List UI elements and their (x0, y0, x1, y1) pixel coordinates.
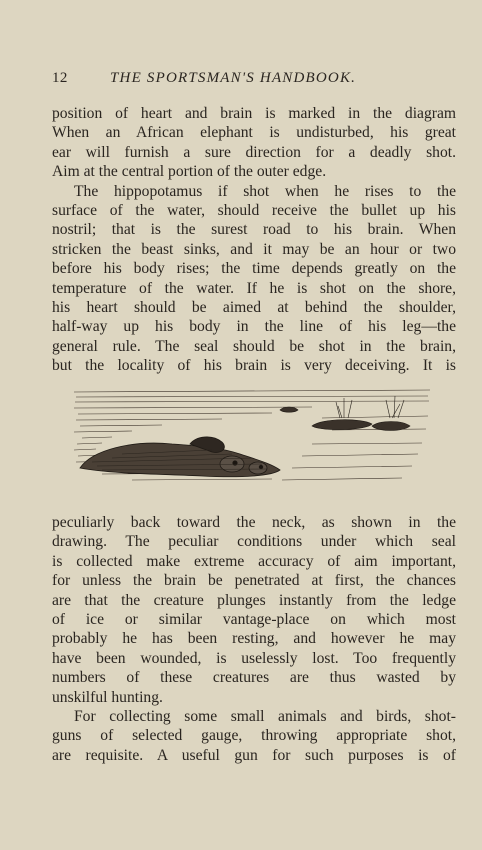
text-line: half-way up his body in the line of his leg—the (52, 318, 456, 336)
text-line: ear will furnish a sure direction for a deadly shot. (52, 143, 456, 161)
water-splashes (336, 396, 404, 418)
text-line: Aim at the central portion of the outer edge. (52, 163, 327, 181)
page-number: 12 (52, 70, 68, 86)
text-line: The hippopotamus if shot when he rises to the (74, 182, 456, 200)
text-line: before his body rises; the time depends greatly on the (52, 260, 456, 278)
body-text-before-figure (52, 104, 456, 375)
page-header (52, 70, 447, 94)
text-line: stricken the beast sinks, and it may be an hour or two (52, 240, 456, 258)
text-line: numbers of these creatures are thus wasted by (52, 669, 456, 687)
text-line: position of heart and brain is marked in the diagram (52, 105, 456, 122)
text-line: is collected make extreme accuracy of aim important, (52, 552, 456, 570)
body-text-after-figure (52, 513, 456, 765)
text-line: surface of the water, should receive the bullet up his (52, 201, 456, 219)
text-line: peculiarly back toward the neck, as shown in the (52, 514, 456, 531)
text-line: his heart should be aimed at behind the shoulder, (52, 298, 456, 316)
text-line: When an African elephant is undisturbed, his great (52, 124, 456, 142)
text-line: For collecting some small animals and birds, shot- (74, 707, 456, 725)
text-line: are requisite. A useful gun for such purposes is of (52, 746, 456, 764)
text-line: general rule. The seal should be shot in the brain, (52, 337, 456, 355)
hippo-body (80, 437, 280, 477)
text-line: but the locality of his brain is very deceiving. It is (52, 357, 456, 375)
text-line: temperature of the water. If he is shot on the shore, (52, 279, 456, 297)
text-line: probably he has been resting, and however he may (52, 630, 456, 648)
text-line: drawing. The peculiar conditions under which seal (52, 533, 456, 551)
text-line: nostril; that is the surest road to his brain. When (52, 221, 456, 239)
text-line: have been wounded, is uselessly lost. Too frequently (52, 649, 456, 667)
text-line: for unless the brain be penetrated at first, the chances (52, 572, 456, 590)
text-line: of ice or similar vantage-place on which most (52, 610, 456, 628)
running-title: THE SPORTSMAN'S HANDBOOK. (110, 70, 357, 86)
hippopotamus-illustration (72, 388, 432, 492)
text-line: unskilful hunting. (52, 688, 163, 706)
text-line: are that the creature plunges instantly from the ledge (52, 591, 456, 609)
text-line: guns of selected gauge, throwing appropriate shot, (52, 727, 456, 745)
distant-seals (280, 407, 410, 431)
